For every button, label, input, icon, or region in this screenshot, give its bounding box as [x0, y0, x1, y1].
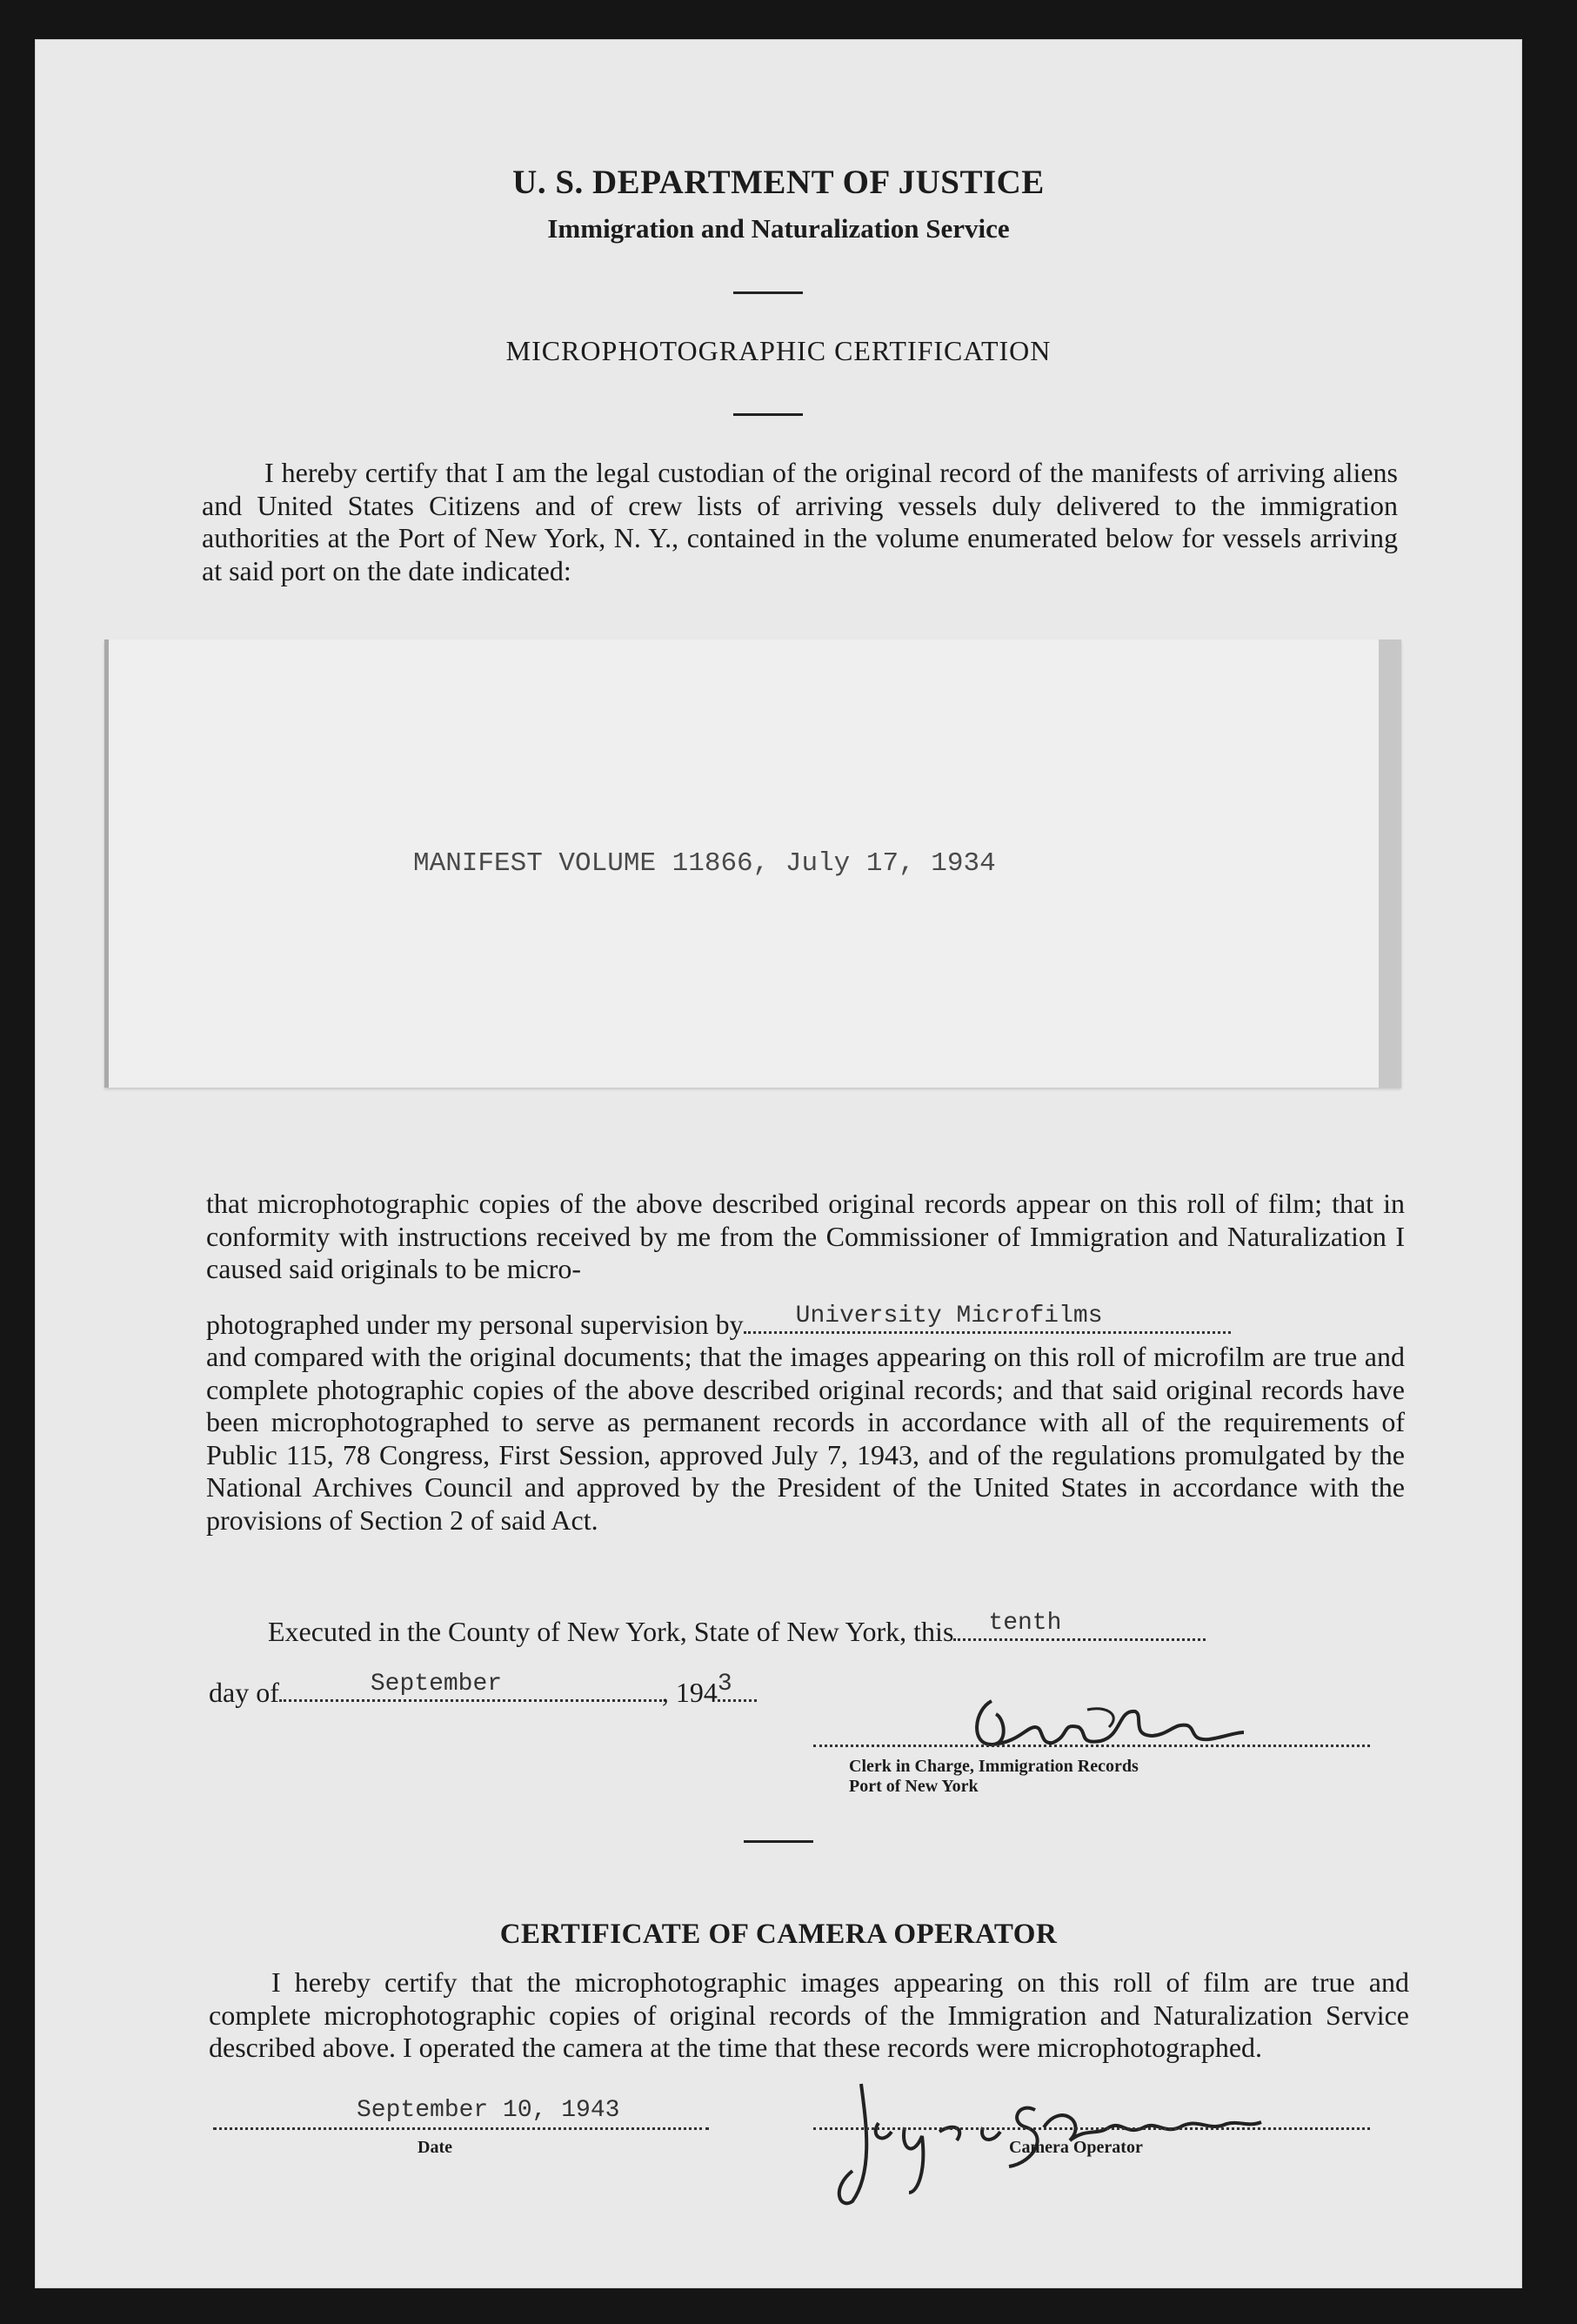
manifest-insert: [104, 640, 1401, 1088]
executed-line: [268, 1610, 1206, 1648]
divider: [733, 413, 803, 416]
year-prefix: 194: [675, 1677, 718, 1708]
date-line: day of September , 194 3: [209, 1675, 757, 1709]
supervisor-value: University Microfilms: [795, 1303, 1103, 1329]
clerk-title: [849, 1757, 1139, 1797]
camera-operator-heading: CERTIFICATE OF CAMERA OPERATOR: [499, 1919, 1058, 1950]
clerk-title-line2: Port of New York: [849, 1777, 979, 1796]
month-field: [279, 1671, 662, 1702]
certification-title: MICROPHOTOGRAPHIC CERTIFICATION: [505, 335, 1052, 366]
executed-prefix: Executed in the County of New York, State of New York, this: [268, 1616, 954, 1647]
intro-paragraph: I hereby certify that I am the legal custodian of the original record of the manifests of arriving aliens and United States Citizens and of crew lists of arriving vessels duly delivered to the immigration authorities at the Port of New York, N. Y., contained in the volume enumerated below for vessels arriving at said port on the date indicated:: [202, 457, 1398, 586]
supervision-line: [206, 1303, 1231, 1341]
divider: [744, 1840, 813, 1843]
body-paragraph-part1: that microphotographic copies of the above described original records appear on this roll of film; that in conformity with instructions received by me from the Commissioner of Immigration and Naturalization I caused said originals to be micro-: [206, 1188, 1405, 1284]
month-value: September: [370, 1671, 503, 1698]
year-field: [717, 1671, 757, 1702]
divider: [733, 291, 803, 294]
camera-date-label: Date: [418, 2138, 452, 2157]
body-paragraph-part2: and compared with the original documents; that the images appearing on this roll of microfilm are true and complete photographic copies of the above described original records; and that said original records have been microphotographed to serve as permanent records in accordance with all of the requirements of Public 115, 78 Congress, First Session, approved July 7, 1943, and of the regulations promulgated by the National Archives Council and approved by the President of the United States in accordance with the provisions of Section 2 of said Act.: [206, 1341, 1405, 1536]
department-heading: U. S. DEPARTMENT OF JUSTICE: [512, 164, 1045, 201]
day-value: tenth: [988, 1610, 1062, 1637]
supervisor-field: [744, 1303, 1231, 1334]
service-subheading: Immigration and Naturalization Service: [547, 213, 1010, 244]
camera-date-line: [213, 2097, 709, 2130]
manifest-volume-text: MANIFEST VOLUME 11866, July 17, 1934: [413, 848, 996, 879]
day-field: [953, 1610, 1206, 1641]
day-of-label: day of: [209, 1677, 279, 1708]
camera-operator-paragraph: I hereby certify that the microphotographic images appearing on this roll of film are true and complete microphotographic copies of original records of the Immigration and Naturalization Service described above. I operated the camera at the time that these records were microphotographed.: [209, 1966, 1409, 2063]
supervision-prefix: photographed under my personal supervision by: [206, 1309, 744, 1340]
camera-operator-signature-line: [813, 2127, 1370, 2130]
camera-operator-label: Camera Operator: [1009, 2138, 1143, 2157]
camera-date-value: September 10, 1943: [357, 2097, 620, 2124]
certificate-page: [35, 39, 1522, 2288]
year-value: 3: [717, 1671, 732, 1698]
clerk-signature-line: [813, 1745, 1370, 1747]
clerk-title-line1: Clerk in Charge, Immigration Records: [849, 1757, 1139, 1776]
